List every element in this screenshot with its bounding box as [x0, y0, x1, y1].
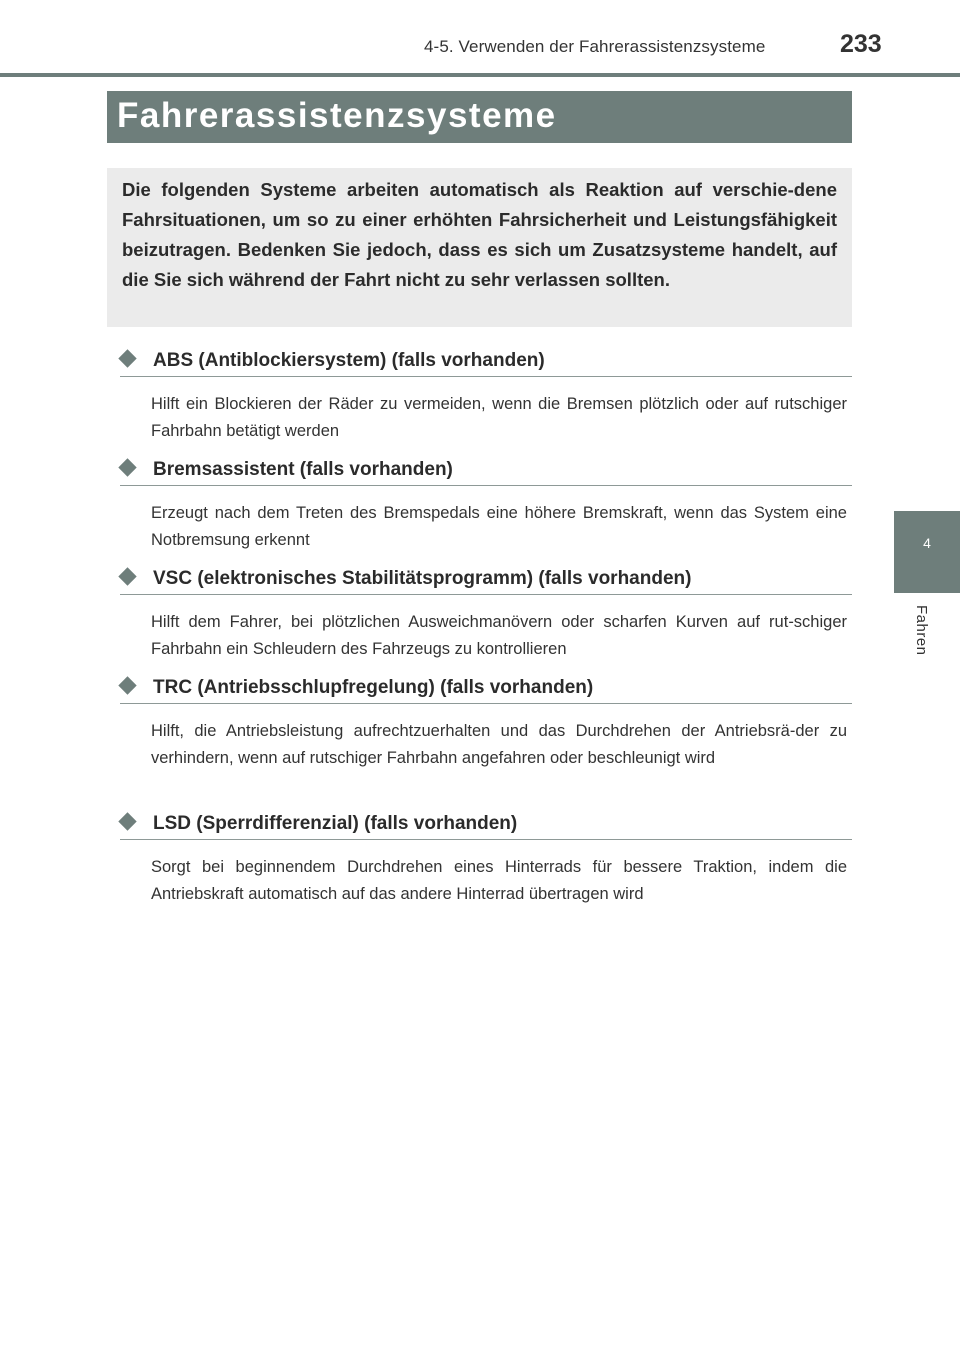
page-title: Fahrerassistenzsysteme: [117, 96, 557, 135]
feature-abs: [120, 350, 852, 445]
diamond-icon: [118, 676, 136, 694]
page-title-bar: [107, 91, 852, 143]
diamond-icon: [118, 349, 136, 367]
feature-heading: [120, 568, 852, 596]
feature-heading: [120, 350, 852, 378]
chapter-label: Fahren: [913, 605, 930, 656]
heading-divider: [120, 703, 852, 704]
feature-brake-assist: [120, 459, 852, 554]
heading-divider: [120, 485, 852, 486]
diamond-icon: [118, 812, 136, 830]
feature-vsc: [120, 568, 852, 663]
feature-title: TRC (Antriebsschlupfregelung) (falls vorhanden): [153, 677, 594, 698]
chapter-number: 4: [923, 535, 931, 551]
heading-divider: [120, 594, 852, 595]
section-breadcrumb: 4-5. Verwenden der Fahrerassistenzsysteme: [424, 37, 766, 56]
feature-title: ABS (Antiblockiersystem) (falls vorhanden): [153, 350, 545, 371]
feature-description: Hilft ein Blockieren der Räder zu vermeiden, wenn die Bremsen plötzlich oder auf rutschiger Fahrbahn betätigt werden: [151, 395, 847, 440]
feature-description: Hilft, die Antriebsleistung aufrechtzuerhalten und das Durchdrehen der Antriebsrä-der zu verhindern, wenn auf rutschiger Fahrbahn angefahren oder beschleunigt wird: [151, 722, 847, 767]
chapter-tab[interactable]: [894, 511, 960, 593]
feature-title: VSC (elektronisches Stabilitätsprogramm) (falls vorhanden): [153, 568, 692, 589]
feature-trc: [120, 677, 852, 772]
diamond-icon: [118, 458, 136, 476]
intro-text: Die folgenden Systeme arbeiten automatisch als Reaktion auf verschie-dene Fahrsituationen, um so zu einer erhöhten Fahrsicherheit und Leistungsfähigkeit beizutragen. Bedenken Sie jedoch, dass es sich um Zusatzsysteme handelt, auf die Sie sich während der Fahrt nicht zu sehr verlassen sollten.: [122, 179, 837, 290]
heading-divider: [120, 376, 852, 377]
page-number: 233: [840, 30, 882, 58]
feature-heading: [120, 813, 852, 841]
feature-heading: [120, 459, 852, 487]
feature-description: Hilft dem Fahrer, bei plötzlichen Ausweichmanövern oder scharfen Kurven auf rut-schiger Fahrbahn ein Schleudern des Fahrzeugs zu kontrollieren: [151, 613, 847, 658]
header-divider: [0, 73, 960, 77]
feature-title: LSD (Sperrdifferenzial) (falls vorhanden): [153, 813, 518, 834]
heading-divider: [120, 839, 852, 840]
feature-description: Erzeugt nach dem Treten des Bremspedals eine höhere Bremskraft, wenn das System eine Notbremsung erkennt: [151, 504, 847, 549]
diamond-icon: [118, 567, 136, 585]
feature-description: Sorgt bei beginnendem Durchdrehen eines Hinterrads für bessere Traktion, indem die Antriebskraft automatisch auf das andere Hinterrad übertragen wird: [151, 858, 847, 903]
intro-box: [107, 168, 852, 327]
feature-title: Bremsassistent (falls vorhanden): [153, 459, 453, 480]
feature-heading: [120, 677, 852, 705]
feature-lsd: [120, 813, 852, 908]
